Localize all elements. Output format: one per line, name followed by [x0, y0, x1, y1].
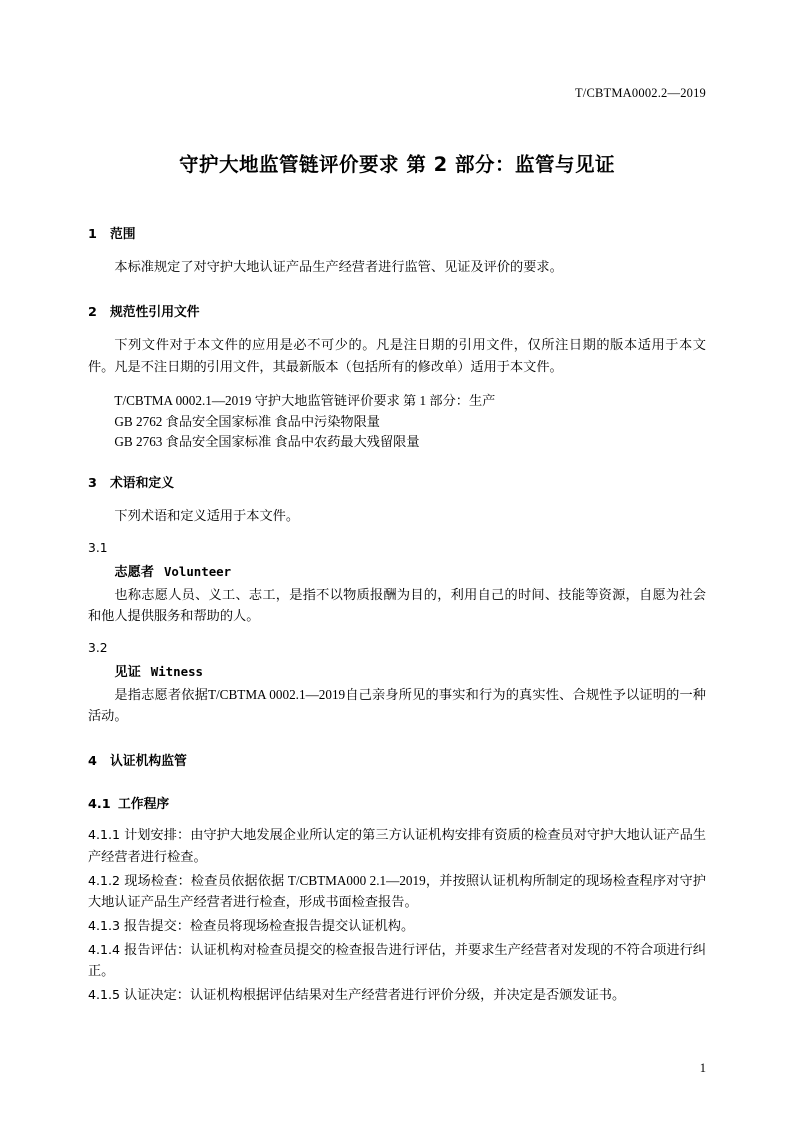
item-number-4-1-2: 4.1.2 — [88, 872, 121, 888]
term-name-zh-3-2: 见证 — [114, 664, 141, 680]
section-title-2: 规范性引用文件 — [110, 305, 200, 321]
item-number-4-1-4: 4.1.4 — [88, 942, 121, 958]
item-number-4-1-5: 4.1.5 — [88, 987, 121, 1003]
section-3-paragraph: 下列术语和定义适用于本文件。 — [114, 508, 300, 524]
section-heading-1 — [88, 223, 706, 242]
subsection-number-4-1: 4.1 — [88, 797, 111, 813]
page-number: 1 — [699, 1061, 706, 1075]
spacer — [88, 740, 706, 750]
item-text-4-1-4: 报告评估：认证机构对检查员提交的检查报告进行评估，并要求生产经营者对发现的不符合项进行纠正。 — [88, 942, 706, 979]
item-number-4-1-1: 4.1.1 — [88, 827, 121, 843]
term-name-3-2 — [88, 661, 706, 680]
section-number-4: 4 — [88, 754, 97, 770]
subsection-heading-4-1 — [88, 793, 706, 812]
section-2-paragraph: 下列文件对于本文件的应用是必不可少的。凡是注日期的引用文件，仅所注日期的版本适用于本文件。凡是不注日期的引用文件，其最新版本（包括所有的修改单）适用于本文件。 — [88, 337, 706, 374]
section-title-3: 术语和定义 — [110, 476, 174, 492]
item-text-4-1-2: 现场检查：检查员依据依据 T/CBTMA000 2.1—2019，并按照认证机构所制定的现场检查程序对守护大地认证产品生产经营者进行检查，形成书面检查报告。 — [88, 872, 706, 909]
term-definition-3-1: 也称志愿人员、义工、志工，是指不以物质报酬为目的，利用自己的时间、技能等资源，自愿为社会和他人提供服务和帮助的人。 — [88, 586, 706, 624]
section-heading-3 — [88, 472, 706, 491]
term-name-en-3-2: Witness — [150, 663, 203, 679]
spacer — [88, 291, 706, 301]
section-1-paragraph: 本标准规定了对守护大地认证产品生产经营者进行监管、见证及评价的要求。 — [114, 259, 563, 274]
section-number-3: 3 — [88, 476, 97, 492]
term-name-3-1 — [88, 561, 706, 580]
item-number-4-1-3: 4.1.3 — [88, 917, 121, 933]
normative-reference-2: GB 2762 食品安全国家标准 食品中污染物限量 — [114, 413, 380, 429]
subsection-title-4-1: 工作程序 — [118, 797, 170, 813]
item-text-4-1-5: 认证决定：认证机构根据评估结果对生产经营者进行评价分级，并决定是否颁发证书。 — [124, 987, 626, 1003]
list-item — [88, 870, 706, 912]
term-definition-3-2: 是指志愿者依据T/CBTMA 0002.1—2019自己亲身所见的事实和行为的真实性、合规性予以证明的一种活动。 — [88, 686, 706, 723]
term-name-zh-3-1: 志愿者 — [114, 564, 154, 580]
item-text-4-1-1: 计划安排：由守护大地发展企业所认定的第三方认证机构安排有资质的检查员对守护大地认证产品生产经营者进行检查。 — [88, 827, 706, 864]
term-number-3-1: 3.1 — [88, 540, 108, 555]
section-number-1: 1 — [88, 227, 97, 242]
spacer — [88, 452, 706, 472]
normative-reference-1: T/CBTMA 0002.1—2019 守护大地监管链评价要求 第 1 部分：生产 — [114, 393, 496, 409]
section-heading-4 — [88, 750, 706, 769]
standard-code: T/CBTMA0002.2—2019 — [574, 86, 706, 100]
list-item — [88, 939, 706, 981]
spacer — [88, 783, 706, 793]
term-name-en-3-1: Volunteer — [163, 563, 232, 579]
list-item — [88, 824, 706, 866]
section-title-4: 认证机构监管 — [110, 754, 187, 770]
section-number-2: 2 — [88, 305, 97, 321]
item-text-4-1-3: 报告提交：检查员将现场检查报告提交认证机构。 — [124, 917, 415, 933]
list-item — [88, 915, 706, 936]
page-title: 守护大地监管链评价要求 第 2 部分：监管与见证 — [179, 153, 615, 176]
section-title-1: 范围 — [110, 227, 136, 242]
list-item — [88, 984, 706, 1005]
term-number-3-2: 3.2 — [88, 640, 108, 655]
section-heading-2 — [88, 301, 706, 320]
normative-reference-3: GB 2763 食品安全国家标准 食品中农药最大残留限量 — [114, 434, 420, 450]
